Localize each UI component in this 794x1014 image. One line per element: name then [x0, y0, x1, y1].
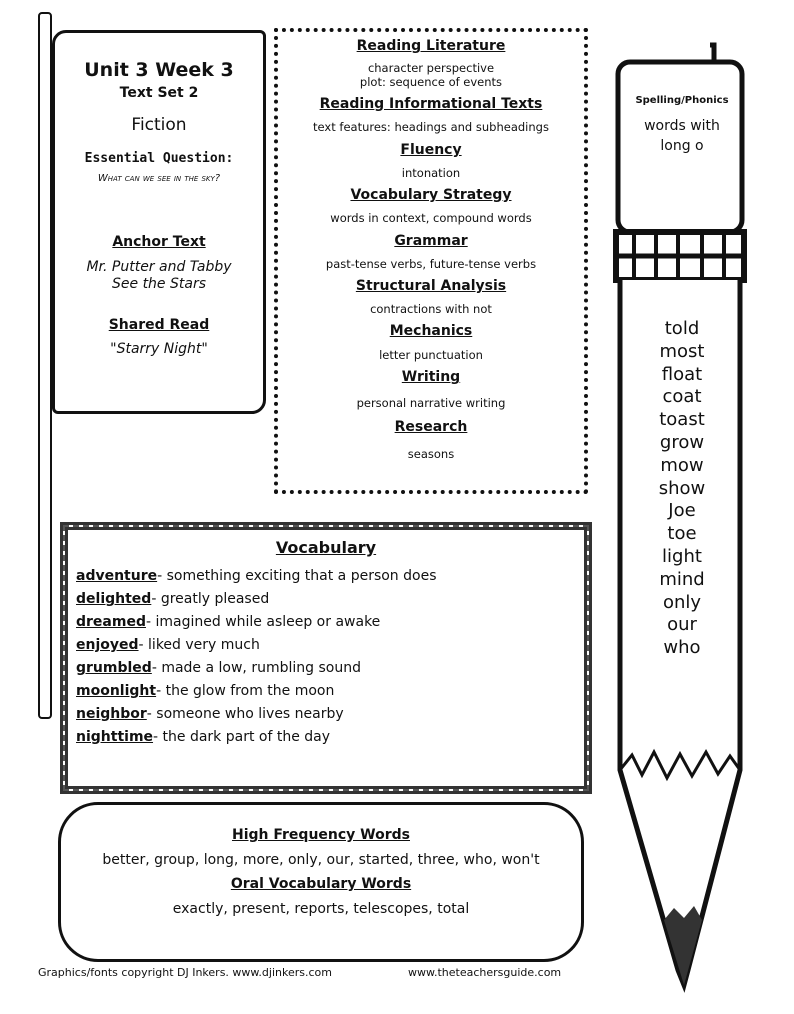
skill-heading: Structural Analysis — [355, 278, 507, 294]
vocabulary-item — [76, 568, 437, 584]
unit-title: Unit 3 Week 3 — [84, 59, 234, 81]
spelling-word: show — [658, 477, 706, 499]
spelling-label: Spelling/Phonics — [635, 95, 729, 106]
text-set: Text Set 2 — [119, 85, 199, 101]
vocabulary-word: adventure — [76, 568, 158, 584]
spelling-word: toast — [659, 409, 705, 431]
skill-detail: character perspective — [367, 61, 495, 75]
skill-heading: Vocabulary Strategy — [350, 187, 512, 203]
high-frequency-title: High Frequency Words — [231, 827, 410, 843]
vocabulary-word: delighted — [76, 591, 152, 607]
vocabulary-definition: - greatly pleased — [151, 591, 270, 607]
oral-vocabulary-words: exactly, present, reports, telescopes, total — [172, 901, 470, 917]
vocabulary-definition: - the glow from the moon — [156, 683, 335, 699]
high-frequency-words: better, group, long, more, only, our, started, three, who, won't — [102, 852, 540, 868]
anchor-title-line1: Mr. Putter and Tabby — [86, 259, 232, 275]
spelling-pattern-line1: words with — [644, 118, 720, 134]
skill-heading: Reading Literature — [356, 38, 506, 54]
spelling-word: only — [662, 591, 702, 613]
shared-read-label: Shared Read — [108, 317, 210, 333]
words-box — [58, 802, 584, 962]
spelling-word: told — [664, 318, 700, 339]
spelling-word: grow — [659, 432, 705, 453]
spelling-word: coat — [662, 386, 702, 408]
genre: Fiction — [131, 115, 187, 135]
skill-heading: Research — [394, 419, 468, 435]
vocabulary-item — [76, 614, 380, 630]
skill-detail: words in context, compound words — [330, 211, 532, 225]
vocabulary-definition: - made a low, rumbling sound — [151, 660, 361, 676]
oral-vocabulary-title: Oral Vocabulary Words — [230, 876, 412, 892]
skill-detail: personal narrative writing — [356, 396, 506, 410]
skill-heading: Fluency — [400, 142, 462, 158]
spelling-word: toe — [667, 523, 697, 545]
vocabulary-word: nighttime — [76, 729, 154, 745]
skill-heading: Reading Informational Texts — [319, 96, 543, 112]
vocabulary-item — [76, 683, 334, 699]
skill-heading: Writing — [401, 369, 461, 385]
banner-flag — [52, 30, 266, 414]
skills-box — [274, 28, 588, 494]
vocabulary-definition: - imagined while asleep or awake — [145, 614, 381, 630]
vocabulary-item — [76, 591, 269, 607]
spelling-word: our — [667, 614, 697, 636]
skill-detail: seasons — [407, 447, 455, 461]
essential-question: What can we see in the sky? — [97, 173, 221, 184]
vocabulary-box — [60, 522, 592, 794]
anchor-title-line2: See the Stars — [112, 276, 206, 292]
skill-detail: text features: headings and subheadings — [313, 120, 549, 134]
vocabulary-word: dreamed — [76, 614, 146, 630]
vocabulary-item — [76, 706, 344, 722]
spelling-word: mow — [660, 454, 704, 476]
skill-detail: intonation — [401, 166, 461, 180]
spelling-word: Joe — [668, 500, 696, 522]
shared-read-title: "Starry Night" — [110, 341, 208, 357]
skill-heading: Grammar — [394, 233, 468, 249]
skill-detail: letter punctuation — [379, 348, 483, 362]
vocabulary-definition: - the dark part of the day — [153, 729, 331, 745]
footer-copyright: Graphics/fonts copyright DJ Inkers. www.djinkers.com — [38, 966, 332, 979]
vocabulary-title: Vocabulary — [275, 538, 377, 557]
vocabulary-definition: - someone who lives nearby — [146, 706, 344, 722]
vocabulary-item — [76, 637, 260, 653]
vocabulary-word: enjoyed — [76, 637, 139, 653]
skill-detail: contractions with not — [370, 302, 492, 316]
spelling-word: who — [663, 637, 701, 659]
spelling-pattern-line2: long o — [660, 138, 704, 154]
pencil-graphic — [612, 40, 762, 1000]
vocabulary-item — [76, 660, 361, 676]
flagpole-graphic — [38, 12, 52, 719]
vocabulary-word: neighbor — [76, 706, 147, 722]
vocabulary-definition: - something exciting that a person does — [157, 568, 437, 584]
skill-detail: past-tense verbs, future-tense verbs — [325, 257, 537, 271]
skill-heading: Mechanics — [389, 323, 473, 339]
spelling-word: light — [662, 546, 702, 567]
spelling-word: most — [659, 340, 705, 362]
vocabulary-definition: - liked very much — [138, 637, 260, 653]
vocabulary-item — [76, 729, 330, 745]
anchor-text-label: Anchor Text — [112, 234, 206, 250]
vocabulary-word: grumbled — [76, 660, 152, 676]
spelling-word: float — [661, 363, 703, 385]
essential-question-label: Essential Question: — [84, 151, 234, 166]
vocabulary-word: moonlight — [76, 683, 157, 699]
footer-website: www.theteachersguide.com — [408, 966, 562, 979]
skill-detail: plot: sequence of events — [359, 75, 503, 89]
spelling-word: mind — [659, 568, 705, 590]
